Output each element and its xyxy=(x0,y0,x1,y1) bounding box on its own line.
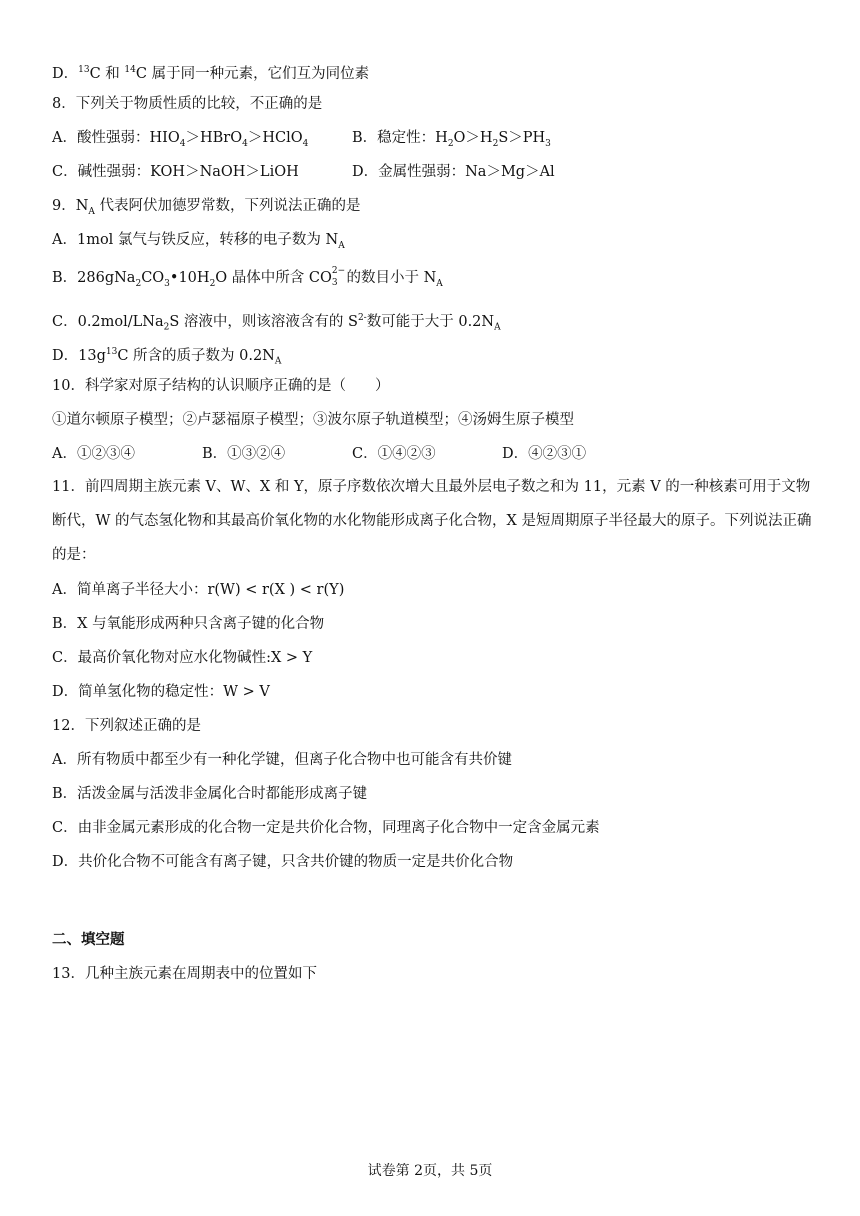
q9b-s1: 2 xyxy=(135,278,142,289)
q9b-s3: 2 xyxy=(209,278,216,289)
page-footer: 试卷第 2页，共 5页 xyxy=(367,1163,493,1179)
q8-options-ab xyxy=(52,128,551,154)
q9b-s4: A xyxy=(436,278,443,289)
q12-option-d: D．共价化合物不可能含有离子键，只含共价键的物质一定是共价化合物 xyxy=(52,854,514,870)
q9b-t0: B．286gNa xyxy=(52,270,136,286)
q7-option-d xyxy=(52,60,369,84)
q11-option-c: C．最高价氧化物对应水化物碱性:X > Y xyxy=(52,650,313,666)
q8-option-a xyxy=(52,128,352,154)
q9c-t2: 数可能于大于 0.2N xyxy=(366,313,495,330)
section-title: 二、填空题 xyxy=(52,931,125,948)
q10-option-a: A．①②③④ xyxy=(52,446,135,462)
q8-option-d: D．金属性强弱：Na＞Mg＞Al xyxy=(352,164,555,180)
q12-option-a: A．所有物质中都至少有一种化学键，但离子化合物中也可能含有共价键 xyxy=(52,752,512,768)
q10-option-d: D．④②③① xyxy=(502,446,587,462)
q8b-s2: 2 xyxy=(492,138,499,149)
q8b-t0: B．稳定性：H xyxy=(352,130,448,146)
q9-stem-s: A xyxy=(88,206,95,217)
q10-option-c: C．①④②③ xyxy=(352,446,436,462)
q9c-s2: A xyxy=(494,322,501,333)
q12-option-c: C．由非金属元素形成的化合物一定是共价化合物，同理离子化合物中一定含金属元素 xyxy=(52,820,600,836)
q8b-s1: 2 xyxy=(447,138,454,149)
q9-option-d xyxy=(52,342,281,372)
q9b-ion-sup: 2− xyxy=(331,266,346,276)
q9d-t1: C 所含的质子数为 0.2N xyxy=(117,347,275,364)
q11-stem: 11．前四周期主族元素 V、W、X 和 Y，原子序数依次增大且最外层电子数之和为 11，元素 V 的一种核素可用于文物断代，W 的气态氢化物和其最高价氧化物的水化物能形成离子化合物，X 是短周期原子半径最大的原子。下列说法正确的是： xyxy=(52,479,812,563)
q11-option-a: A．简单离子半径大小：r(W) < r(X ) < r(Y) xyxy=(52,582,345,598)
q9-option-a xyxy=(52,230,345,256)
q7d-prefix: D． xyxy=(52,65,79,82)
q8-stem: 8．下列关于物质性质的比较，不正确的是 xyxy=(52,96,323,112)
q9c-s1: 2 xyxy=(163,322,170,333)
q8b-t2: S＞PH xyxy=(498,130,546,146)
q8a-t2: ＞HClO xyxy=(247,130,303,146)
q9d-t0: D．13g xyxy=(52,347,106,364)
q8a-t1: ＞HBrO xyxy=(185,130,243,146)
q10-option-b: B．①③②④ xyxy=(202,446,286,462)
q10-stem: 10．科学家对原子结构的认识顺序正确的是（ ） xyxy=(52,378,390,394)
q9b-ion-sub: 3 xyxy=(331,278,338,288)
q8b-t1: O＞H xyxy=(453,130,493,146)
q10-models: ①道尔顿原子模型；②卢瑟福原子模型；③波尔原子轨道模型；④汤姆生原子模型 xyxy=(52,412,574,428)
carbonate-ion-charge xyxy=(331,266,346,288)
q8a-s3: 4 xyxy=(302,138,309,149)
q9-stem xyxy=(52,196,361,222)
q8-option-c: C．碱性强弱：KOH＞NaOH＞LiOH xyxy=(52,164,299,180)
q13-stem: 13．几种主族元素在周期表中的位置如下 xyxy=(52,966,317,982)
q9b-s2: 3 xyxy=(164,278,170,289)
q7d-sup14: 14 xyxy=(124,65,136,75)
q9a-s: A xyxy=(338,240,345,251)
q7d-text1: C 和 xyxy=(89,65,125,82)
q9b-t4: 的数目小于 N xyxy=(341,270,437,286)
q7d-sup13: 13 xyxy=(78,65,90,75)
q12-option-b: B．活泼金属与活泼非金属化合时都能形成离子键 xyxy=(52,786,368,802)
q11-option-b: B．X 与氧能形成两种只含离子键的化合物 xyxy=(52,616,325,632)
q9c-t0: C．0.2mol/LNa xyxy=(52,313,164,330)
q10-options xyxy=(52,444,586,464)
q9d-s: A xyxy=(274,356,282,367)
q9c-t1: S 溶液中，则该溶液含有的 S xyxy=(169,313,358,330)
q9b-t3: O 晶体中所含 CO xyxy=(215,270,332,286)
q8a-s2: 4 xyxy=(242,138,248,149)
q8-options-cd xyxy=(52,162,555,182)
q9c-sup: 2- xyxy=(357,313,367,323)
q8b-s3: 3 xyxy=(545,138,551,149)
q11-option-d: D．简单氢化物的稳定性：W > V xyxy=(52,684,270,700)
q9d-sup: 13 xyxy=(105,347,118,357)
q9b-t2: •10H xyxy=(169,270,210,286)
q9b-t1: CO xyxy=(141,270,165,286)
q8-option-b xyxy=(352,128,551,154)
q9a-t0: A．1mol 氯气与铁反应，转移的电子数为 N xyxy=(52,232,339,248)
q9-option-c xyxy=(52,308,501,338)
q9-stem-t1: 代表阿伏加德罗常数，下列说法正确的是 xyxy=(94,198,361,214)
q12-stem: 12．下列叙述正确的是 xyxy=(52,718,201,734)
q7d-text2: C 属于同一种元素，它们互为同位素 xyxy=(135,65,370,82)
q8a-t0: A．酸性强弱：HIO xyxy=(52,130,180,146)
q9-option-b xyxy=(52,268,443,294)
q9-stem-t0: 9．N xyxy=(52,198,89,214)
q8a-s1: 4 xyxy=(179,138,186,149)
